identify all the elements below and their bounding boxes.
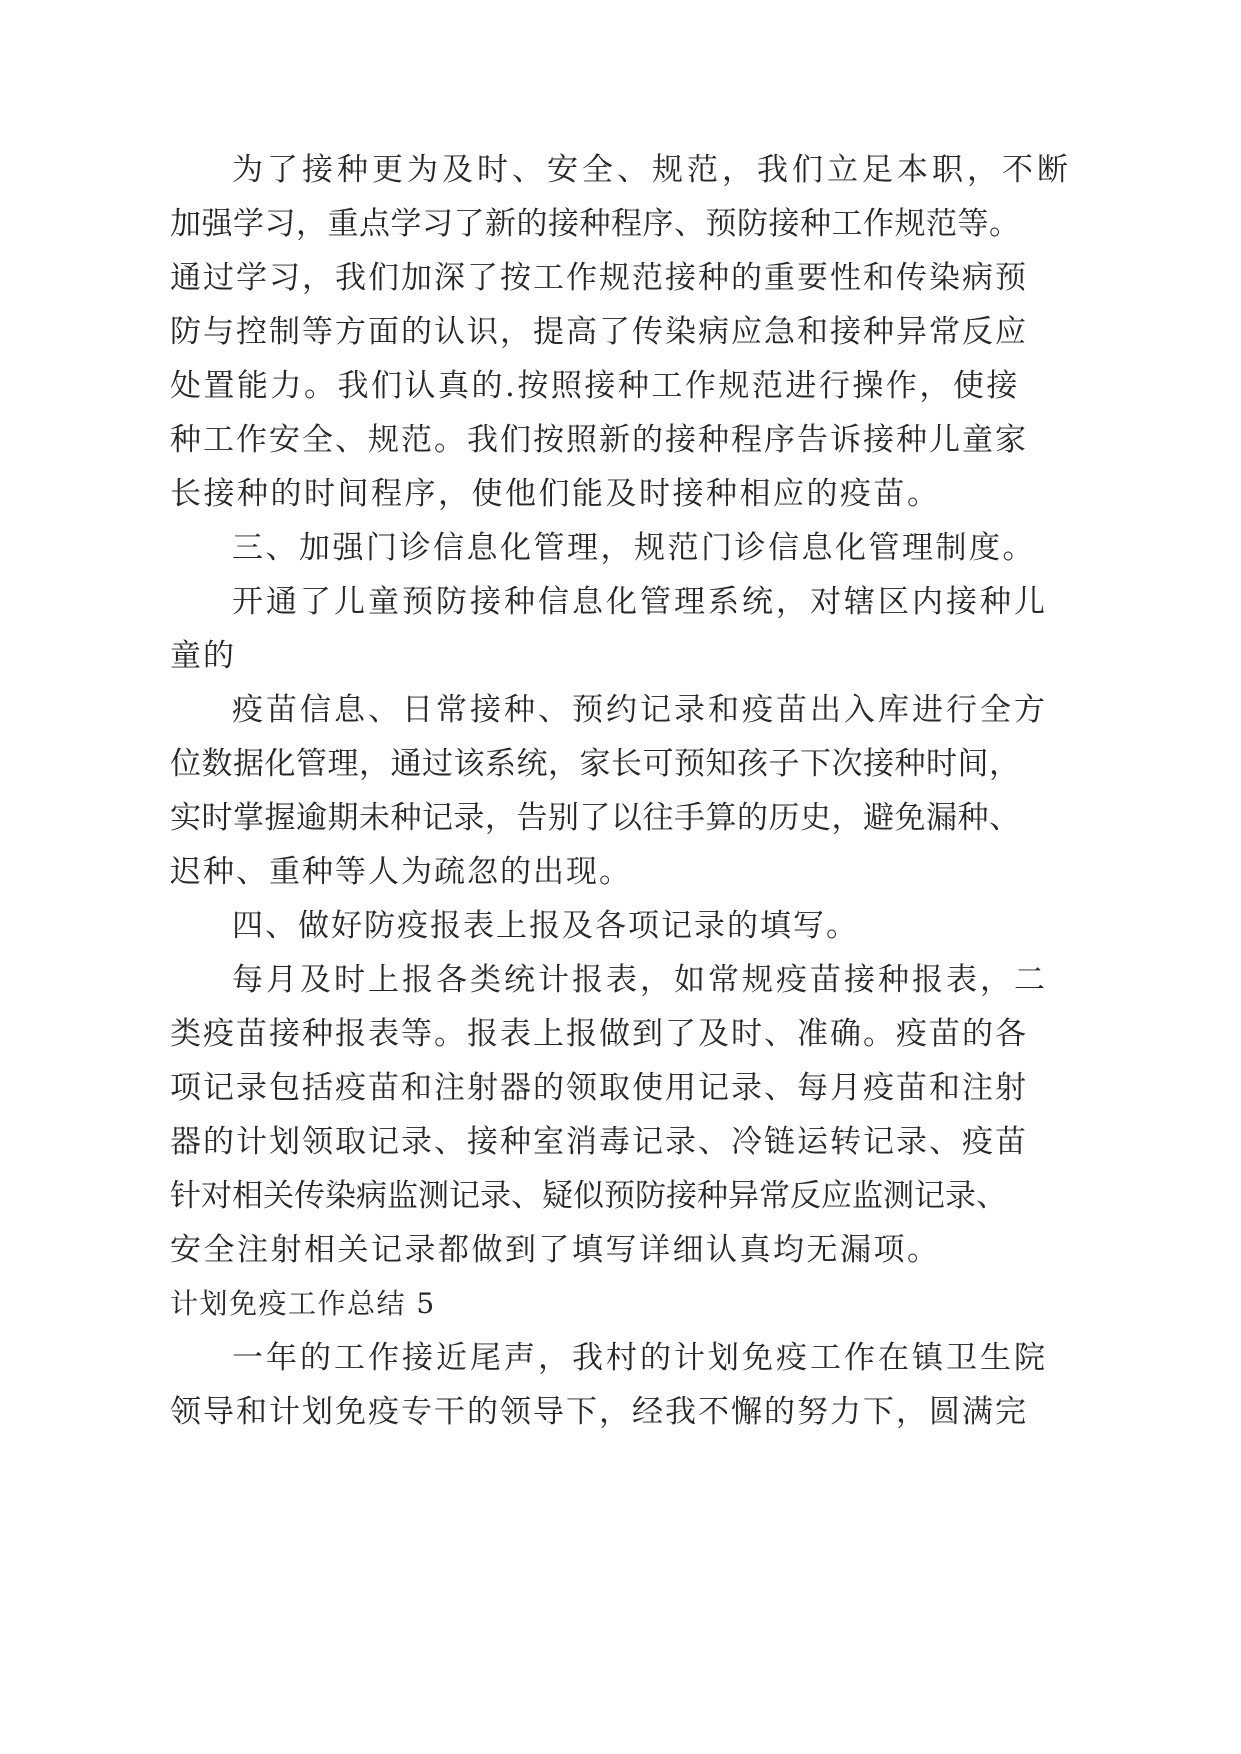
text-line: 安全注射相关记录都做到了填写详细认真均无漏项。 [170, 1232, 941, 1268]
text-line: 长接种的时间程序，使他们能及时接种相应的疫苗。 [170, 476, 941, 512]
text-line: 童的 [170, 638, 236, 674]
text-line: 实时掌握逾期未种记录，告别了以往手算的历史，避免漏种、 [170, 800, 1021, 836]
text-line: 迟种、重种等人为疏忽的出现。 [170, 854, 632, 890]
text-line: 种工作安全、规范。我们按照新的接种程序告诉接种儿童家 [170, 422, 1028, 458]
text-line: 疫苗信息、日常接种、预约记录和疫苗出入库进行全方 [232, 692, 1048, 728]
text-line: 器的计划领取记录、接种室消毒记录、冷链运转记录、疫苗 [170, 1124, 1028, 1160]
text-line: 防与控制等方面的认识，提高了传染病应急和接种异常反应 [170, 314, 1028, 350]
text-line: 为了接种更为及时、安全、规范，我们立足本职，不断 [232, 152, 1072, 188]
text-line: 位数据化管理，通过该系统，家长可预知孩子下次接种时间， [170, 746, 1021, 782]
text-line: 每月及时上报各类统计报表，如常规疫苗接种报表，二 [232, 962, 1048, 998]
text-line: 加强学习，重点学习了新的接种程序、预防接种工作规范等。 [170, 206, 1021, 242]
section-heading: 三、加强门诊信息化管理，规范门诊信息化管理制度。 [232, 530, 1036, 566]
text-line: 类疫苗接种报表等。报表上报做到了及时、准确。疫苗的各 [170, 1016, 1028, 1052]
text-line: 通过学习，我们加深了按工作规范接种的重要性和传染病预 [170, 260, 1028, 296]
text-line: 开通了儿童预防接种信息化管理系统，对辖区内接种儿 [232, 584, 1048, 620]
section-heading: 四、做好防疫报表上报及各项记录的填写。 [232, 908, 859, 944]
text-line: 一年的工作接近尾声，我村的计划免疫工作在镇卫生院 [232, 1340, 1048, 1376]
text-line: 领导和计划免疫专干的领导下，经我不懈的努力下，圆满完 [170, 1394, 1028, 1430]
text-line: 针对相关传染病监测记录、疑似预防接种异常反应监测记录、 [170, 1178, 1007, 1214]
text-line: 项记录包括疫苗和注射器的领取使用记录、每月疫苗和注射 [170, 1070, 1028, 1106]
section-title: 计划免疫工作总结 5 [170, 1287, 436, 1320]
text-line: 处置能力。我们认真的.按照接种工作规范进行操作，使接 [170, 368, 1020, 404]
